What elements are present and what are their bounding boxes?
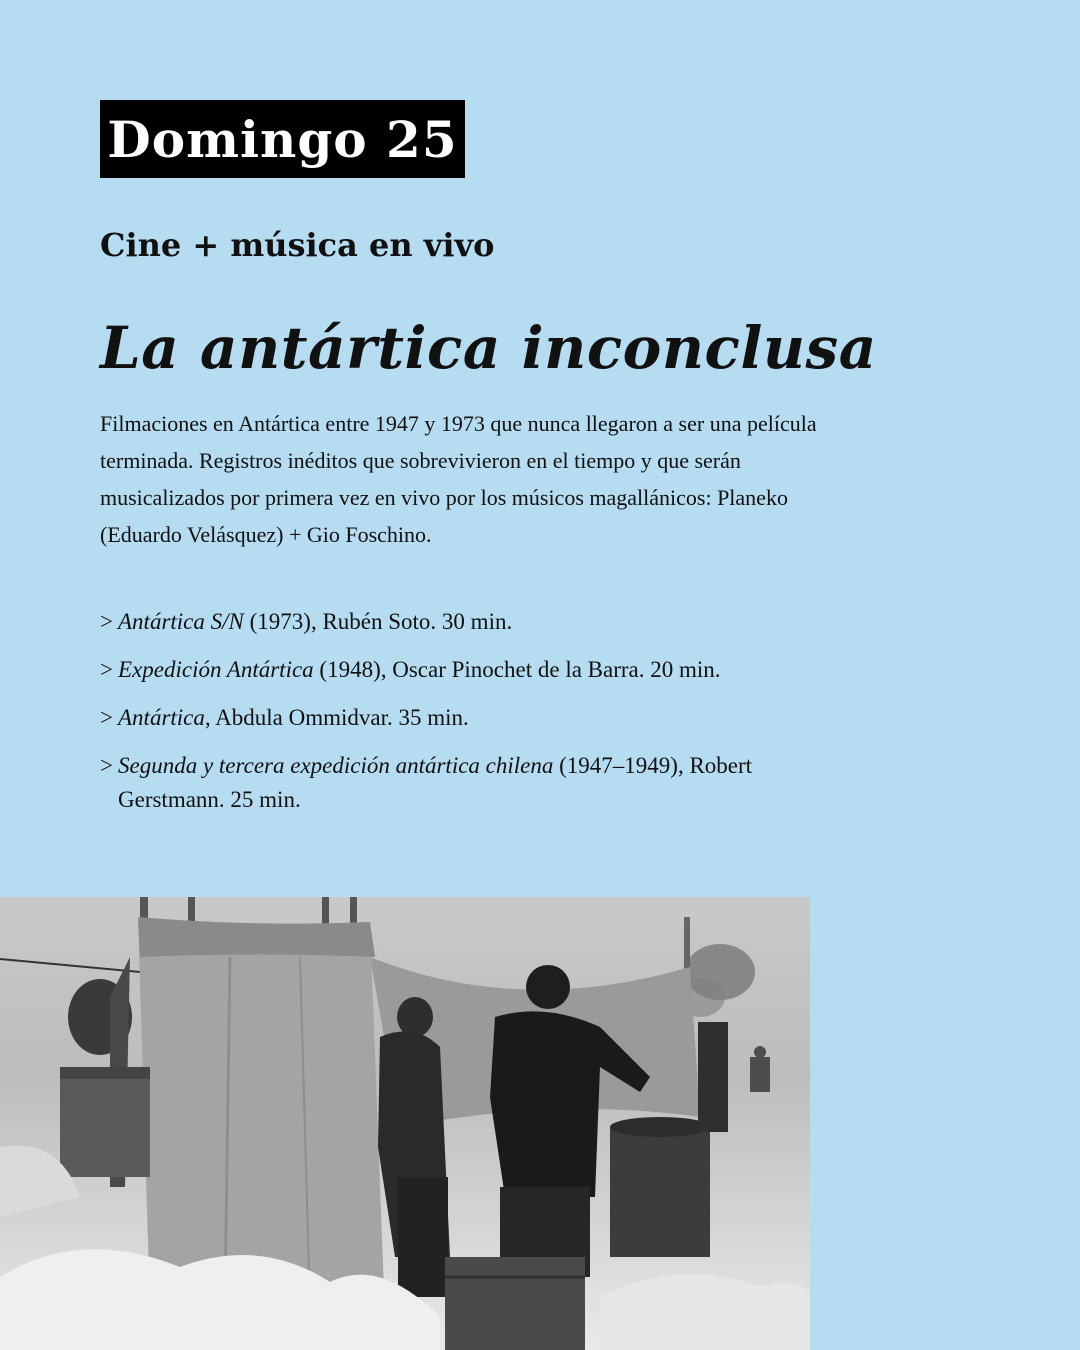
film-item — [100, 749, 860, 817]
film-title: Expedición Antártica — [118, 657, 314, 682]
film-details: (1947–1949), Robert Gerstmann. 25 min. — [118, 753, 753, 812]
archival-photo — [0, 897, 810, 1350]
film-title: Segunda y tercera expedición antártica chilena — [118, 753, 554, 778]
list-marker: > — [100, 657, 113, 682]
film-details: (1973), Rubén Soto. 30 min. — [243, 609, 513, 634]
event-category: Cine + música en vivo — [100, 226, 495, 264]
date-label: Domingo 25 — [107, 109, 458, 169]
film-details: , Abdula Ommidvar. 35 min. — [204, 705, 469, 730]
archival-expedition-photo-icon — [0, 897, 810, 1350]
list-marker: > — [100, 609, 113, 634]
date-badge — [100, 100, 465, 178]
film-details: (1948), Oscar Pinochet de la Barra. 20 min. — [313, 657, 721, 682]
film-title: Antártica S/N — [118, 609, 244, 634]
list-marker: > — [100, 705, 113, 730]
list-marker: > — [100, 753, 113, 778]
event-description: Filmaciones en Antártica entre 1947 y 1973 que nunca llegaron a ser una película terminada. Registros inéditos que sobrevivieron en el tiempo y que serán musicalizados por primera vez en vivo por los músicos magallánicos: Planeko (Eduardo Velásquez) + Gio Foschino. — [100, 411, 817, 547]
event-title: La antártica inconclusa — [100, 314, 877, 382]
film-item — [100, 605, 860, 639]
film-title: Antártica — [118, 705, 205, 730]
film-item — [100, 653, 860, 687]
film-item — [100, 701, 860, 735]
film-list — [100, 605, 860, 831]
